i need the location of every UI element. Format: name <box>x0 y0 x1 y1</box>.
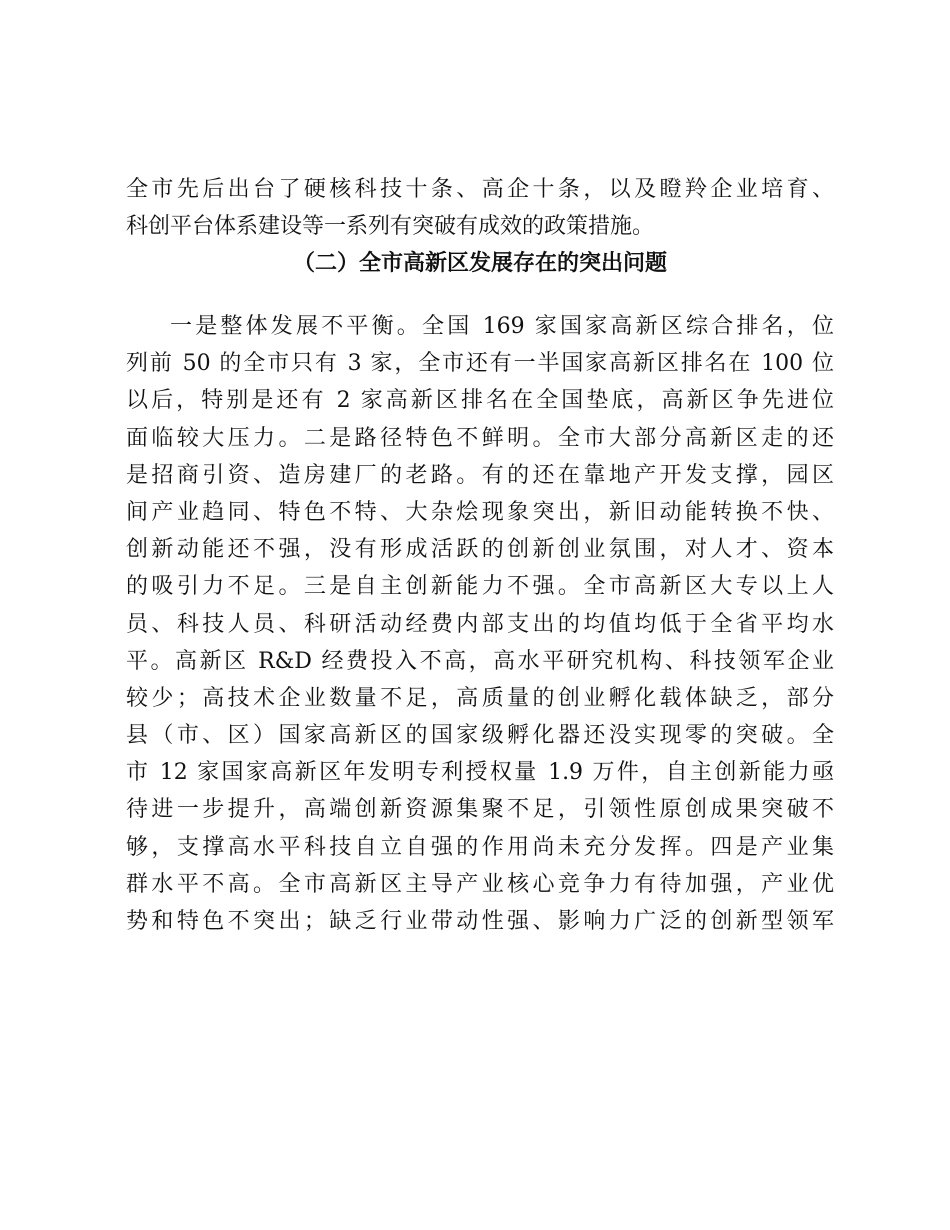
text-line: 较少；高技术企业数量不足，高质量的创业孵化载体缺乏，部分 <box>126 685 834 711</box>
text-line: 县（市、区）国家高新区的国家级孵化器还没实现零的突破。全 <box>126 723 834 749</box>
text-line: 科创平台体系建设等一系列有突破有成效的政策措施。 <box>126 214 655 240</box>
text-line: 群水平不高。全市高新区主导产业核心竞争力有待加强，产业优 <box>126 871 834 897</box>
intro-paragraph <box>126 171 834 245</box>
text-line: 够，支撑高水平科技自立自强的作用尚未充分发挥。四是产业集 <box>126 834 834 860</box>
section-heading-block <box>126 245 834 282</box>
text-line: 全市先后出台了硬核科技十条、高企十条，以及瞪羚企业培育、 <box>126 177 834 202</box>
text-line: 市 12 家国家高新区年发明专利授权量 1.9 万件，自主创新能力亟 <box>126 760 834 786</box>
text-line: 间产业趋同、特色不特、大杂烩现象突出，新旧动能转换不快、 <box>126 499 834 525</box>
text-line: 的吸引力不足。三是自主创新能力不强。全市高新区大专以上人 <box>126 574 834 600</box>
text-line: 是招商引资、造房建厂的老路。有的还在靠地产开发支撑，园区 <box>126 462 834 488</box>
section-heading: （二）全市高新区发展存在的突出问题 <box>292 250 667 276</box>
text-line: 员、科技人员、科研活动经费内部支出的均值均低于全省平均水 <box>126 611 834 637</box>
text-line: 一是整体发展不平衡。全国 169 家国家高新区综合排名，位 <box>170 314 834 339</box>
text-line: 面临较大压力。二是路径特色不鲜明。全市大部分高新区走的还 <box>126 425 834 451</box>
text-line: 以后，特别是还有 2 家高新区排名在全国垫底，高新区争先进位 <box>126 388 834 414</box>
text-line: 待进一步提升，高端创新资源集聚不足，引领性原创成果突破不 <box>126 797 834 823</box>
text-line: 平。高新区 R&D 经费投入不高，高水平研究机构、科技领军企业 <box>126 648 834 674</box>
body-paragraph <box>126 308 834 940</box>
text-line: 列前 50 的全市只有 3 家，全市还有一半国家高新区排名在 100 位 <box>126 351 834 377</box>
text-line: 创新动能还不强，没有形成活跃的创新创业氛围，对人才、资本 <box>126 537 834 563</box>
text-line: 势和特色不突出；缺乏行业带动性强、影响力广泛的创新型领军 <box>126 909 834 934</box>
